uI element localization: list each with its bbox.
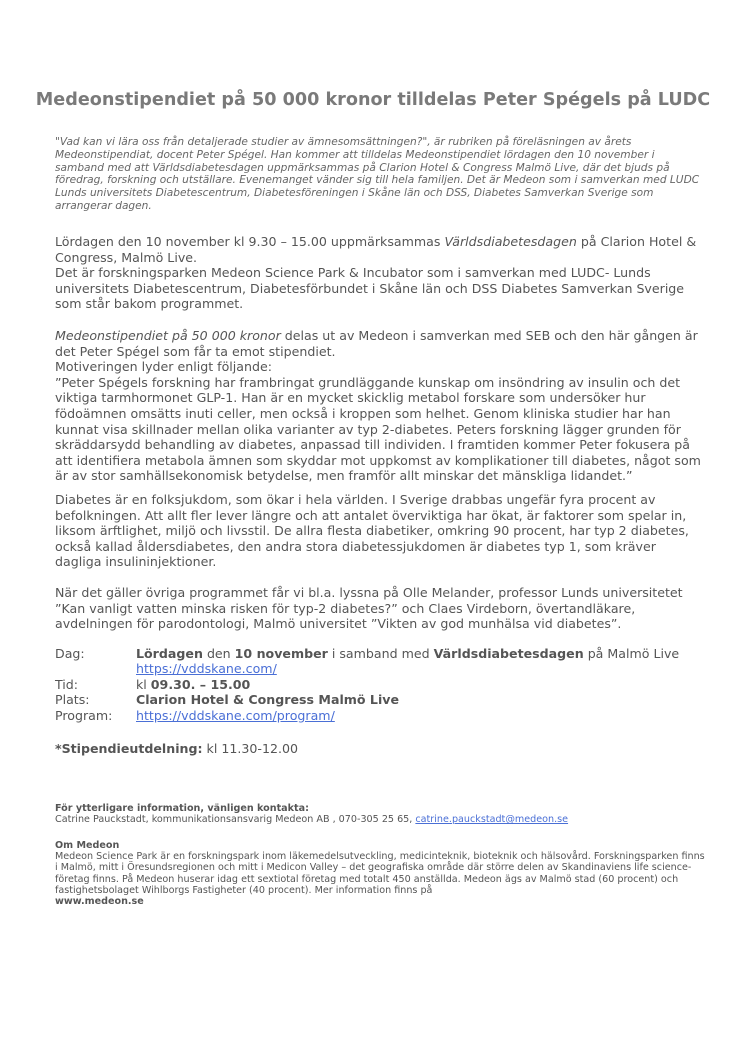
program-link[interactable]: https://vddskane.com/program/ (136, 707, 335, 723)
organizers-paragraph: Det är forskningsparken Medeon Science Park & Incubator som i samverkan med LUDC- Lunds universitets Diabetescentrum, Diabetesförbundet i Skåne län och DSS Diabetes Samverkan Sverige som står bakom programmet. (55, 265, 685, 312)
dag-value: Lördagen den 10 november i samband med Världsdiabetesdagen på Malmö Live (136, 646, 680, 661)
event-name: Världsdiabetesdagen (444, 234, 577, 249)
program-paragraph: När det gäller övriga programmet får vi bl.a. lyssna på Olle Melander, professor Lunds universitetet ”Kan vanligt vatten minska risken för typ-2 diabetes?” och Claes Virdeborn, övertandläkare, avdelningen för parodontologi, Malmö universitet ”Vikten av god munhälsa vid diabetes”. (55, 585, 683, 632)
stipend-time: kl 11.30-12.00 (202, 741, 298, 756)
website-link[interactable]: www.medeon.se (55, 896, 144, 908)
detail-row-plats (55, 692, 715, 707)
about-section (55, 840, 705, 907)
motivation-intro: Motiveringen lyder enligt följande: (55, 359, 272, 375)
plats-value: Clarion Hotel & Congress Malmö Live (136, 692, 400, 708)
about-text: Medeon Science Park är en forskningspark inom läkemedelsutveckling, medicinteknik, bioteknik och hälsovård. Forskningsparken finns i Malmö, mitt i Öresundsregionen och mitt i Medicon Valley – det geografiska område där större delen av Skandinaviens life science-företag finns. På Medeon huserar idag ett sextiotal företag med totalt 450 anställda. Medeon ägs av Malmö stad (60 procent) och fastighetsbolaget Wihlborgs Fastigheter (40 procent). Mer information finns på (55, 851, 705, 896)
stipend-name: Medeonstipendiet på 50 000 kronor (55, 328, 281, 343)
detail-row-tid (55, 677, 715, 692)
contact-section (55, 803, 705, 825)
detail-row-program (55, 708, 715, 723)
intro-paragraph: "Vad kan vi lära oss från detaljerade studier av ämnesomsättningen?", är rubriken på föreläsningen av årets Medeonstipendiat, docent Peter Spégel. Han kommer att tilldelas Medeonstipendiet lördagen den 10 november i samband med att Världsdiabetesdagen uppmärksammas på Clarion Hotel & Congress Malmö Live, där det bjuds på föredrag, forskning och utställare. Evenemanget vänder sig till hela familjen. Det är Medeon som i samverkan med LUDC Lunds universitets Diabetescentrum, Diabetesföreningen i Skåne län och DSS, Diabetes Samverkan Sverige som arrangerar dagen. (55, 136, 700, 212)
program-section (55, 585, 705, 632)
stipend-label: *Stipendieutdelning: (55, 741, 203, 756)
contact-line: Catrine Pauckstadt, kommunikationsansvarig Medeon AB , 070-305 25 65, catrine.pauckstadt@medeon.se (55, 814, 569, 826)
event-section (55, 234, 705, 312)
tid-label: Tid: (55, 676, 79, 692)
motivation-quote: ”Peter Spégels forskning har frambringat grundläggande kunskap om insöndring av insulin och det viktiga tarmhormonet GLP-1. Han är en mycket skicklig metabol forskare som undersöker hur födoämnen omsätts inuti celler, men också i kroppen som helhet. Genom kliniska studier har han kunnat visa skillnader mellan olika varianter av typ 2-diabetes. Peters forskning lägger grunden för skräddarsydd behandling av diabetes, anpassad till individen. I framtiden kommer Peter fokusera på att identifiera metabola ämnen som skyddar mot uppkomst av komplikationer till diabetes, något som är av stor samhällsekonomisk betydelse, men framför allt minskar det mänskliga lidandet.” (55, 374, 701, 484)
event-paragraph: Lördagen den 10 november kl 9.30 – 15.00 uppmärksammas Världsdiabetesdagen på Clarion Hotel & Congress, Malmö Live. (55, 234, 697, 265)
diabetes-paragraph: Diabetes är en folksjukdom, som ökar i hela världen. I Sverige drabbas ungefär fyra procent av befolkningen. Att allt fler lever längre och att antalet överviktiga har ökat, är faktorer som spelar in, liksom ärftlighet, miljö och livsstil. De allra flesta diabetiker, omkring 90 procent, har typ 2 diabetes, också kallad åldersdiabetes, den andra stora diabetessjukdomen är diabetes typ 1, som kräver dagliga insulininjektioner. (55, 492, 689, 570)
contact-email-link[interactable]: catrine.pauckstadt@medeon.se (415, 814, 569, 826)
detail-row-dag (55, 646, 715, 661)
program-label: Program: (55, 707, 113, 723)
stipend-ceremony (55, 741, 298, 756)
tid-value: kl 09.30. – 15.00 (136, 676, 251, 692)
detail-row-dag-link (55, 661, 715, 676)
contact-heading: För ytterligare information, vänligen kontakta: (55, 803, 309, 814)
event-details (55, 646, 715, 723)
about-heading: Om Medeon (55, 840, 120, 851)
stipend-section (55, 328, 705, 484)
plats-label: Plats: (55, 692, 90, 708)
dag-label: Dag: (55, 646, 85, 661)
vddskane-link[interactable]: https://vddskane.com/ (136, 661, 277, 677)
diabetes-section (55, 492, 705, 570)
page-title: Medeonstipendiet på 50 000 kronor tilldelas Peter Spégels på LUDC (35, 90, 711, 110)
stipend-paragraph: Medeonstipendiet på 50 000 kronor delas ut av Medeon i samverkan med SEB och den här gången är det Peter Spégel som får ta emot stipendiet. (55, 328, 698, 359)
